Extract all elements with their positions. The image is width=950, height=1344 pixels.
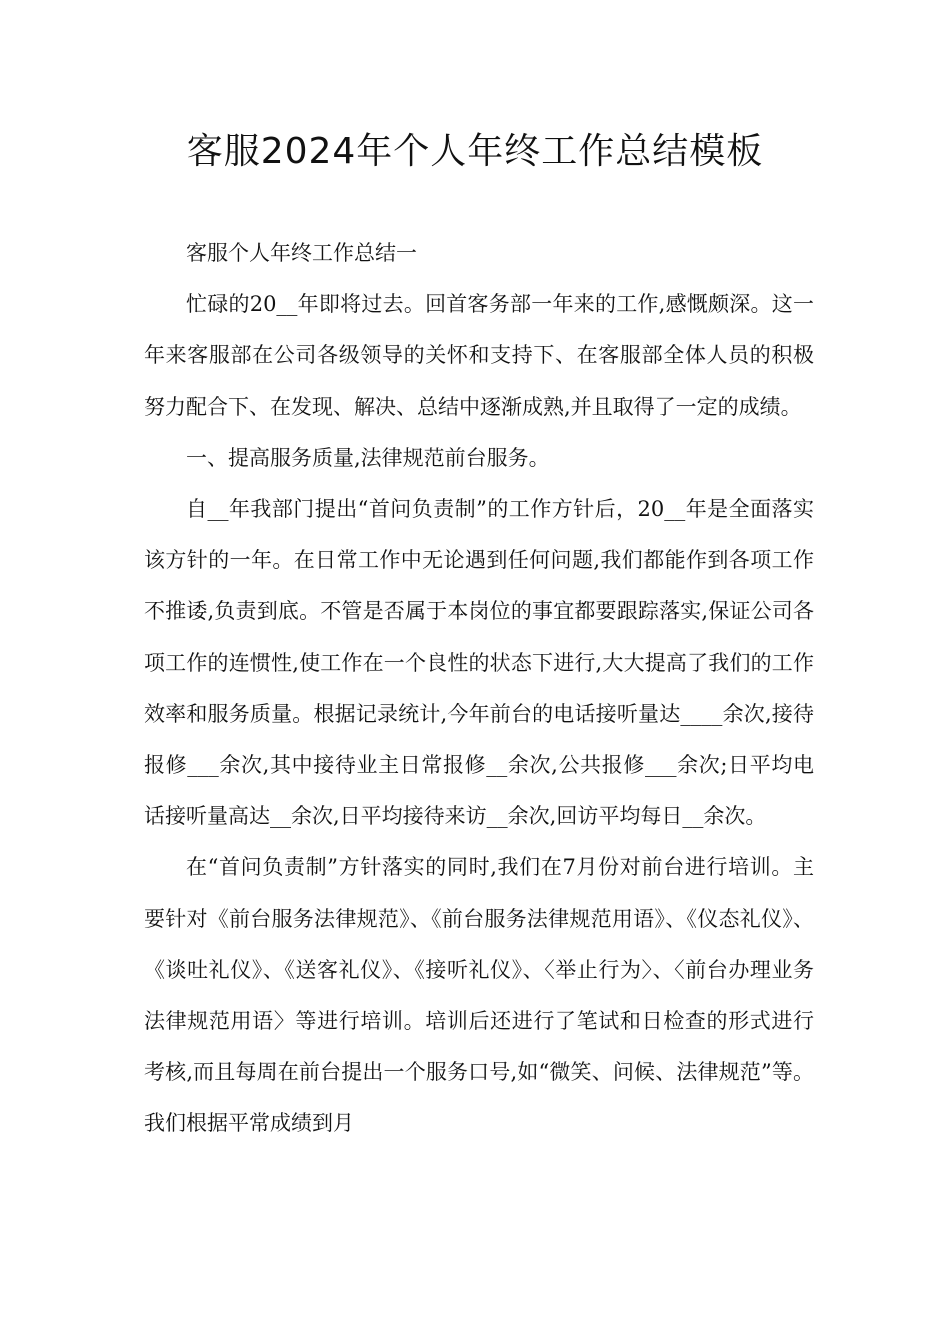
paragraph: 在“首问负责制”方针落实的同时,我们在7月份对前台进行培训。主要针对《前台服务法律规范》、《前台服务法律规范用语》、《仪态礼仪》、《谈吐礼仪》、《送客礼仪》、《接听礼仪》、〈举止行为〉、〈前台办理业务法律规范用语〉等进行培训。培训后还进行了笔试和日检查的形式进行考核,而且每周在前台提出一个服务口号,如“微笑、问候、法律规范”等。我们根据平常成绩到月 [144, 855, 814, 1136]
paragraph: 自__年我部门提出“首问负责制”的工作方针后，20__年是全面落实该方针的一年。在日常工作中无论遇到任何问题,我们都能作到各项工作不推诿,负责到底。不管是否属于本岗位的事宜都要跟踪落实,保证公司各项工作的连惯性,使工作在一个良性的状态下进行,大大提高了我们的工作效率和服务质量。根据记录统计,今年前台的电话接听量达____余次,接待报修___余次,其中接待业主日常报修__余次,公共报修___余次;日平均电话接听量高达__余次,日平均接待来访__余次,回访平均每日__余次。 [144, 497, 814, 829]
section-heading: 客服个人年终工作总结一 [186, 241, 417, 265]
document-title: 客服2024年个人年终工作总结模板 [186, 131, 764, 172]
section-heading: 一、提高服务质量,法律规范前台服务。 [186, 445, 550, 470]
paragraph: 忙碌的20__年即将过去。回首客务部一年来的工作,感慨颇深。这一年来客服部在公司各级领导的关怀和支持下、在客服部全体人员的积极努力配合下、在发现、解决、总结中逐渐成熟,并且取得了一定的成绩。 [144, 292, 814, 419]
document-body [144, 228, 814, 1150]
